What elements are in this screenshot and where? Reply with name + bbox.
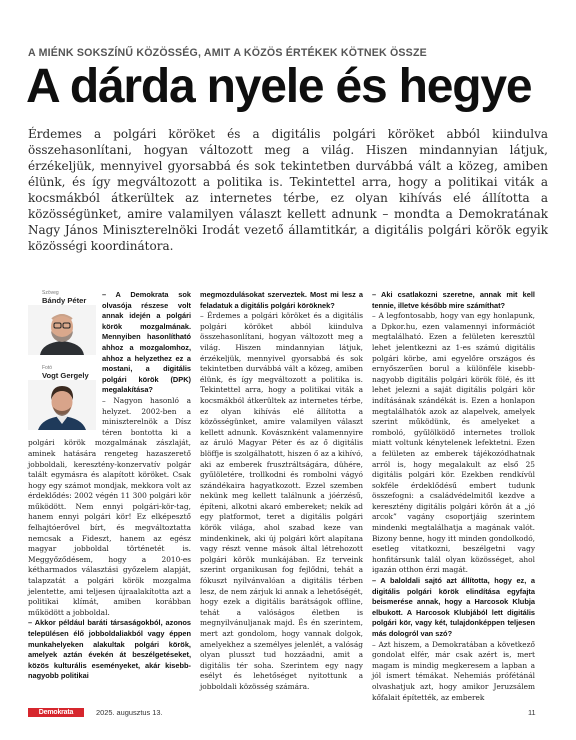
article-title: A dárda nyele és hegye [26, 60, 532, 113]
column-1 [28, 290, 191, 682]
photographer-portrait [28, 380, 96, 430]
credits-block [28, 290, 96, 430]
page-number: 11 [528, 708, 536, 717]
issue-date: 2025. augusztus 13. [96, 708, 163, 717]
question-2-end: megmozdulásokat szerveztek. Most mi lesz a feladatuk a digitális polgári köröknek? [200, 290, 363, 310]
author-label: Szöveg [42, 290, 59, 296]
answer-2: – Érdemes a polgári köröket és a digitális polgári köröket abból kiindulva összehasonlítani, hogyan változott meg a világ. Hiszen mindannyian látjuk, érzékeljük, mennyivel gyorsabbá és sok tekintetben durvábbá vált a közeg, amiben élünk, és így megváltozott a politika is. Tekintettel arra, hogy a politikai viták a kocsmákból átkerültek az internetes térbe, ez olyan kihívás elé állította a közösségünket, amire valamilyen választ kellett adnunk. Kovásznként valamennyire az áruló Magyar Péter és az ő digitális blöffje is szolgálhatott, hiszen ő az a kihívó, aki az emberek frusztráltságára, dühére, gyűlöletére, trollkodni és rombolni vágyó szándékaira hagyatkozott. Ezzel szemben nekünk meg kellett találnunk a jóérzésű, építeni, alkotni akaró embereket; nekik ad egy platformot, teret a digitális polgári körök világa, ahol szabad keze van mindenkinek, aki új polgári kört alapítana vagy részt venne mások által létrehozott polgári körök munkájában. Ez terveink szerint organikusan fog fejlődni, tehát a fókuszt nyilvánvalóan a digitális térben lesz, de nem zárjuk ki annak a lehetőségét, hogy ezek a digitális barátságok offline, tehát a valóságos életben is megnyilvánuljanak majd. És én szerintem, mert azt gondolom, hogy vannak dolgok, amelyekhez a személyes jelenlét, a valóság olyan plusszt tud hozzáadni, amit a digitális tér soha. Szerintem egy nagy esélyt és lehetőséget nyitottunk a jobboldali közösség számára. [200, 311, 363, 691]
author-portrait [28, 305, 96, 355]
photo-label: Fotó [42, 365, 53, 371]
author-portrait-image [28, 305, 96, 355]
photographer-portrait-image [28, 380, 96, 430]
photographer-name: Vogt Gergely [42, 371, 89, 380]
kicker: A MIÉNK SOKSZÍNŰ KÖZÖSSÉG, AMIT A KÖZÖS ÉRTÉKEK KÖTNEK ÖSSZE [28, 47, 427, 59]
magazine-logo: Demokrata [28, 708, 84, 717]
question-4: – A baloldali sajtó azt állította, hogy ez, a digitális polgári körök elindítása egyfajta beismerése annak, hogy a Harcosok Klubja elbukott. A Harcosok Klubjából lett digitális polgári kör, vagy két, tulajdonképpen teljesen más dologról van szó? [372, 576, 535, 638]
answer-3: – A legfontosabb, hogy van egy honlapunk, a Dpkor.hu, ezen valamennyi információt megtalálható. Ezen a felületen keresztül lehet jelentkezni az 1-es számú digitális polgári körbe, ami egyelőre országos és ernyőszerűen borul a különféle kisebb-nagyobb digitális polgári körök fölé, és itt lehet jelezni a saját digitális polgári kör indításának szándékát is. Ezen a honlapon megtalálhatók azok az alapelvek, amelyek szerint működünk, és amelyeket a romboló, gyűlölködő internetes trollok miatt voltunk kénytelenek lefektetni. Ezen a felületen az emberek tájékozódhatnak arról is, hogy megalakult az első 25 digitális polgári kör. Ezekben rendkívül sokféle érdeklődésű embert tudunk összefogni: a családvédelmitől kezdve a keresztény digitális polgári körön át a „jó arcok” vagány csoportjáig szerintem mindenki megtalálhatja a magának valót. Bizony benne, hogy itt minden gondolkodó, esetleg vitatkozni, beszélgetni vagy honfitársunk talál olyan közösséget, ahol igazán otthon érzi magát. [372, 311, 535, 575]
question-2-start: – Akkor például baráti társaságokból, azonos településen élő jobboldaliakból vagy éppen munkahelyeken alakultak polgári körök, amelyek aztán évekén át beszélgetéseket, közös kulturális eseményeket, akár kisebb-nagyobb politikai [28, 618, 191, 681]
column-3 [372, 290, 535, 703]
answer-1: – Nagyon hasonló a helyzet. 2002-ben a miniszterelnök a Dísz téren bontotta ki a polgári körök mozgalmának zászlaját, aminek hatására rengeteg hazaszerető jobboldali, keresztény-konzervatív polgár talált egymásra és alapított köröket. Csak hogy egy számot mondjak, mekkora volt az érdeklődés: 2002 végén 11 300 polgári kör működött. Nem ennyi polgári-kör-tag, hanem ennyi polgári kör! Ez elképesztő felhajtóerővel bírt, és megváltoztatta nemcsak a Fideszt, hanem az egész magyar jobboldal történetét is. Meggyőződésem, hogy a 2010-es kétharmados választási győzelem alapját, talapzatát a polgári körök mozgalma jelentette, ami teljesen újraalakította azt a politikai klímát, amiben korábban működött a jobboldal. [28, 395, 191, 617]
question-1: – A Demokrata sok olvasója részese volt annak idején a polgári körök mozgalmának. Mennyiben hasonlítható ahhoz a mozgalomhoz, ahhoz a helyzethez ez a mostani, a digitális polgári körök (DPK) megalakítása? [102, 290, 191, 395]
lead-paragraph [28, 126, 548, 254]
column-2 [200, 290, 363, 693]
lead-text: Érdemes a polgári köröket és a digitális polgári köröket abból kiindulva összehasonlítani, hogyan változott meg a világ. Hiszen mindannyian látjuk, érzékeljük, mennyivel gyorsabbá és sok tekintetben durvábbá vált a közeg, amiben élünk, és így megváltozott a politika is. Tekintettel arra, hogy a politikai viták a kocsmákból átkerültek az internetes térbe, ez olyan kihívás elé állította a közösségünket, amire valamilyen választ kellett adnunk – mondta a Demokratának Nagy János Miniszterelnöki Irodát vezető államtitkár, a digitális polgári körök egyik közösségi koordinátora. [28, 127, 548, 253]
author-name: Bándy Péter [42, 296, 87, 305]
question-3: – Aki csatlakozni szeretne, annak mit kell tennie, illetve később mire számíthat? [372, 290, 535, 310]
answer-4: – Azt hiszem, a Demokratában a következő gondolat elfér, már csak azért is, mert magam is mindig megkeresem a lapban a jól ismert témákat. Nehemiás prófétánál olvashatjuk azt, hogy amikor Jeruzsálem kőfalait építették, az emberek [372, 639, 535, 702]
